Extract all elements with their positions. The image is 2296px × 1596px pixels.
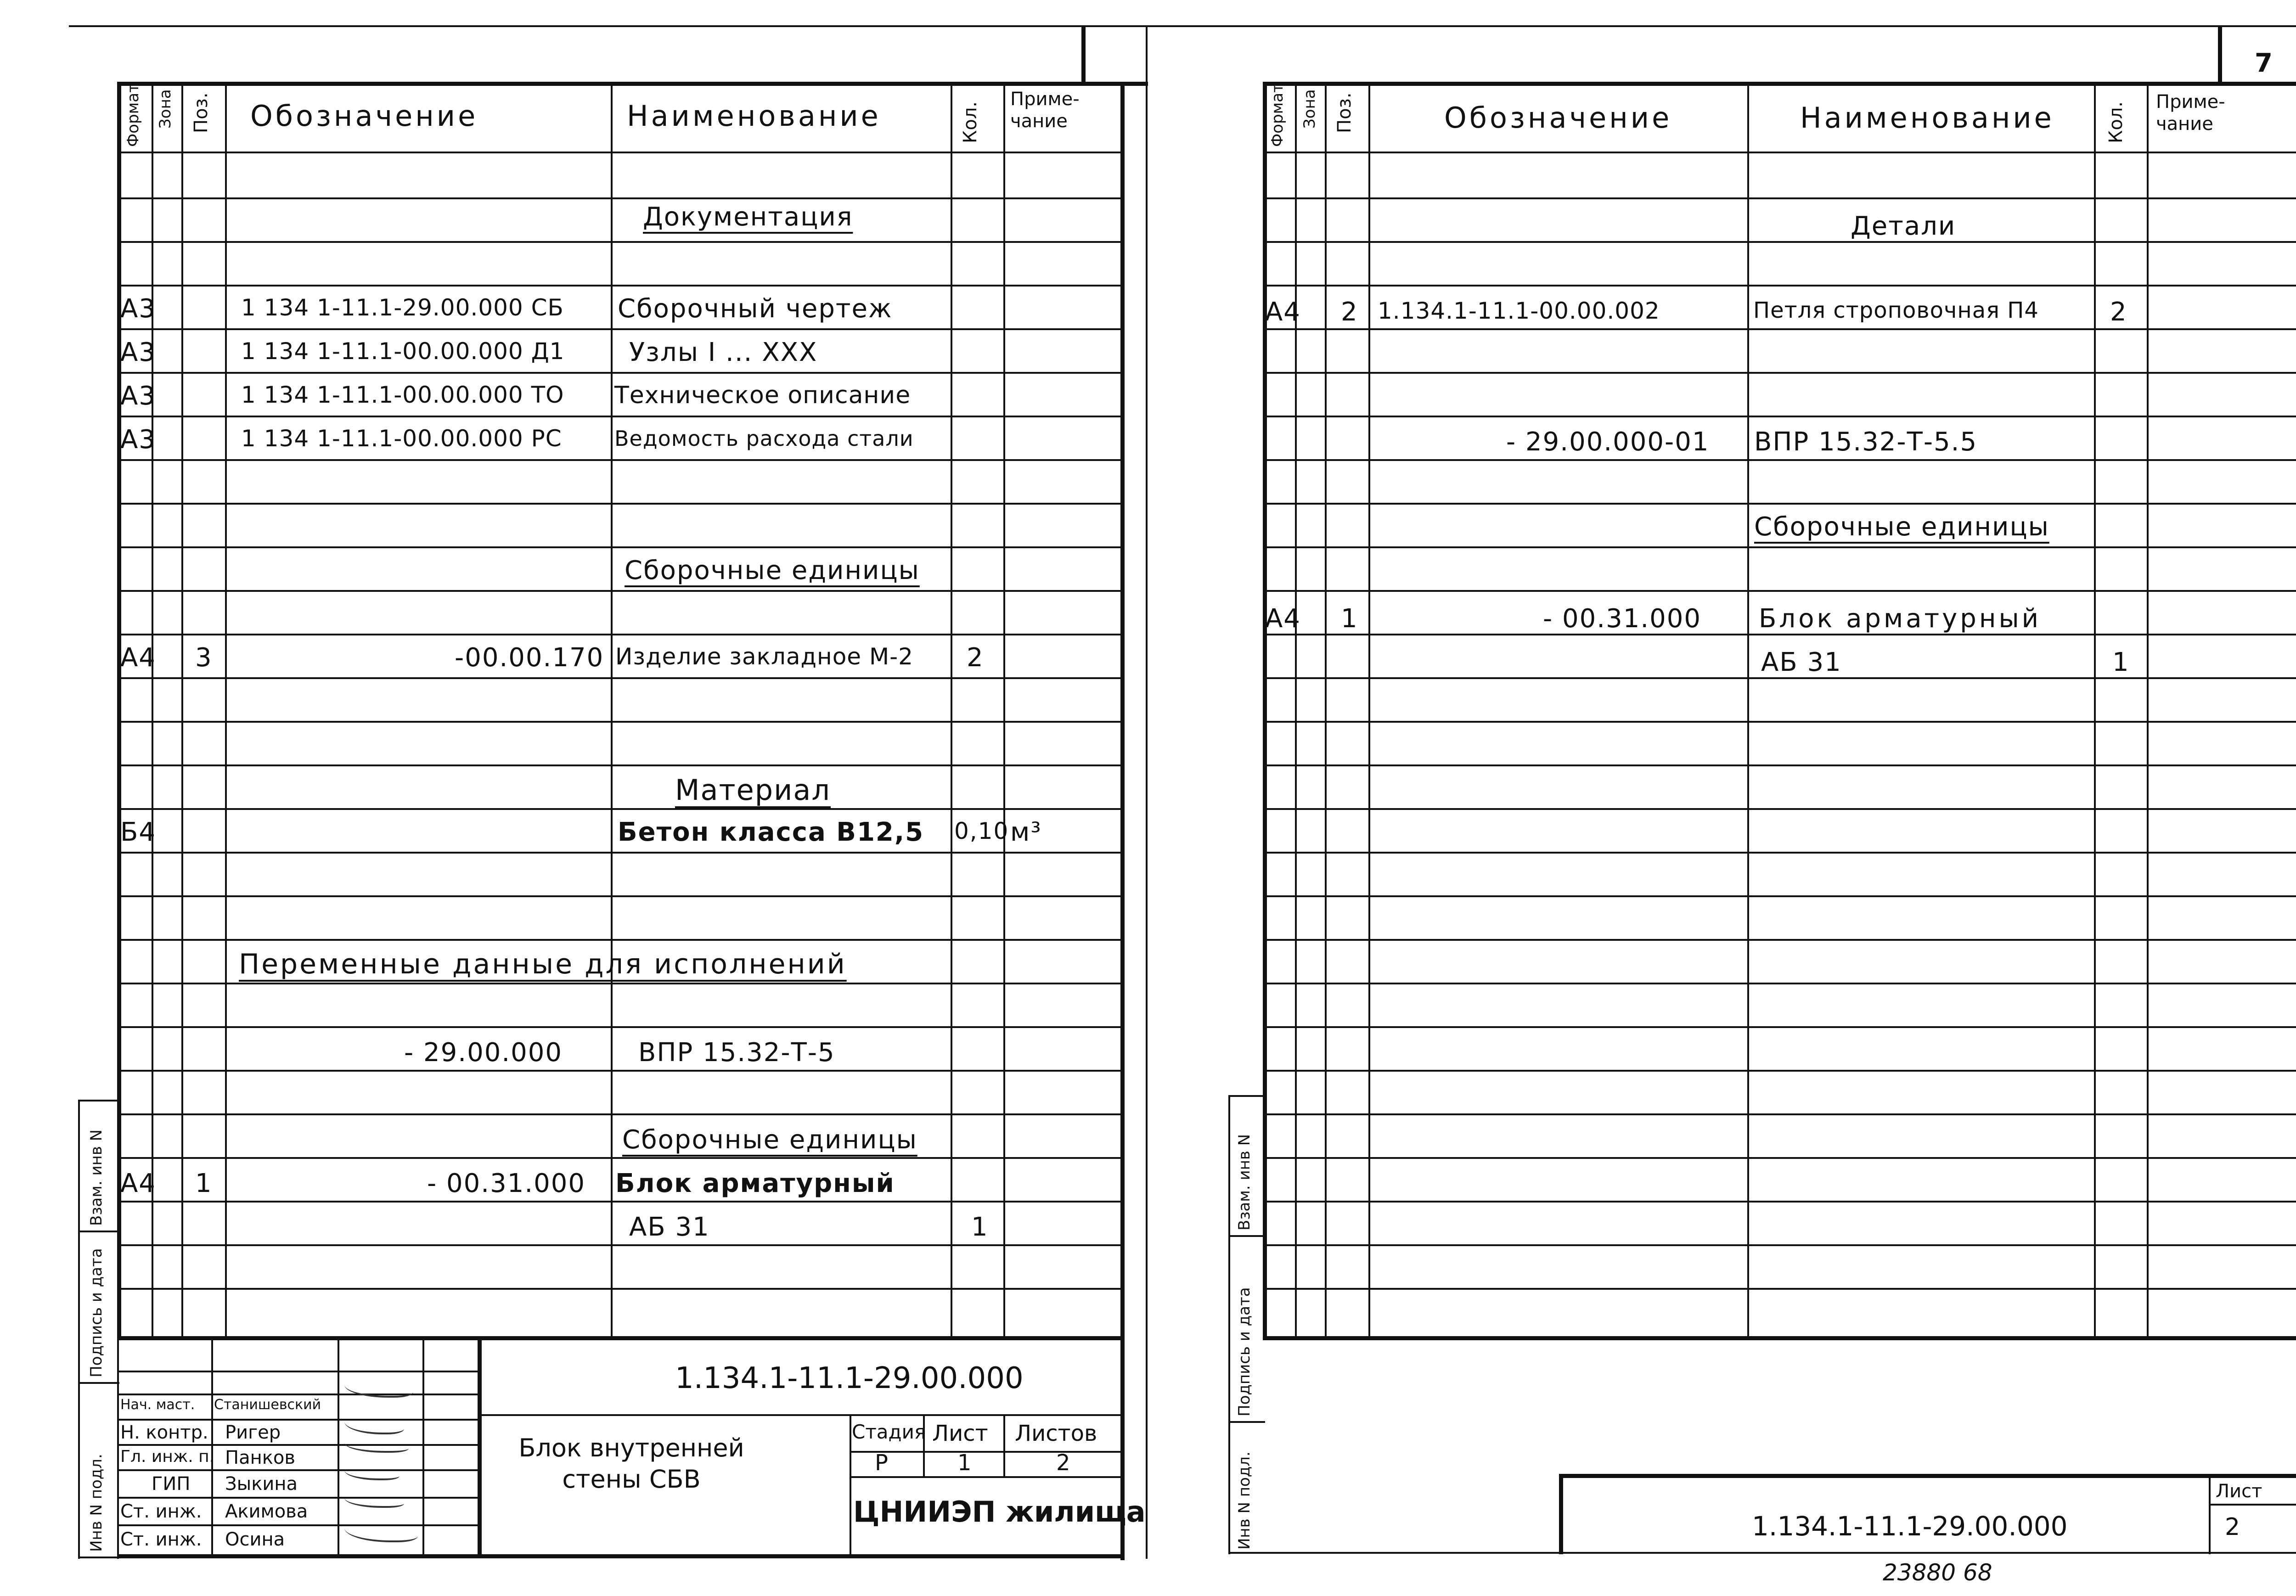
col-designation [225, 82, 227, 1340]
row-format: А3 [120, 381, 156, 411]
section-details: Детали [1851, 211, 1956, 241]
header-bottom [1263, 152, 2296, 153]
row-format: А3 [120, 294, 156, 324]
side-strip-right [117, 1100, 119, 1559]
header-format: Формат [1268, 84, 1287, 147]
section-documentation: Документация [643, 202, 853, 232]
organization: ЦНИИЭП жилища [853, 1495, 1146, 1529]
person: Панков [225, 1447, 295, 1468]
sheet-value: 1 [957, 1450, 972, 1476]
row-note: м³ [1010, 817, 1042, 847]
row-format: А4 [1265, 297, 1301, 327]
header-designation: Обозначение [250, 99, 478, 133]
person: Зыкина [225, 1473, 298, 1495]
row-name: Ведомость расхода стали [614, 426, 914, 451]
side-strip-left [1228, 1095, 1230, 1554]
row-pos: 1 [195, 1169, 213, 1198]
sheets-label: Листов [1015, 1421, 1097, 1446]
header-name: Наименование [1800, 101, 2054, 135]
col-zone [152, 82, 153, 1340]
header-designation: Обозначение [1444, 101, 1672, 135]
title-block-top [117, 1336, 1123, 1340]
header-pos: Поз. [1334, 92, 1355, 133]
row-name: АБ 31 [629, 1212, 710, 1242]
person: Акимова [225, 1501, 308, 1522]
section-assembly-units-2: Сборочные единицы [622, 1125, 917, 1155]
side-strip-left [78, 1100, 80, 1559]
row-qty: 2 [967, 643, 984, 673]
role: Н. контр. [120, 1422, 208, 1443]
row-qty: 0,10 [954, 818, 1009, 844]
row-format: А3 [120, 337, 156, 367]
sheets-value: 2 [1056, 1450, 1070, 1476]
row-designation: 1 134 1-11.1-00.00.000 ТО [241, 382, 564, 408]
row-format: А4 [120, 643, 156, 673]
signature-mark [344, 1520, 418, 1542]
header-zone: Зона [1300, 89, 1319, 129]
table-top-border [117, 82, 1148, 86]
row-name: ВПР 15.32-Т-5.5 [1754, 427, 1978, 457]
stage-value: Р [875, 1450, 888, 1476]
person: Станишевский [214, 1397, 321, 1413]
role: Гл. инж. п. [120, 1447, 215, 1466]
side-label-signature-date: Подпись и дата [1235, 1287, 1254, 1416]
row-name: ВПР 15.32-Т-5 [638, 1038, 835, 1068]
header-bottom [117, 152, 1123, 153]
side-label-vzam-inv: Взам. инв N [87, 1129, 106, 1226]
col-pos [1325, 82, 1327, 1340]
row-designation: - 00.31.000 [1543, 604, 1702, 634]
side-label-signature-date: Подпись и дата [87, 1248, 106, 1377]
row-designation: 1 134 1-11.1-00.00.000 РС [241, 425, 562, 452]
corner-tick [2218, 25, 2222, 83]
right-sheet [1148, 0, 2296, 1596]
row-designation: 1 134 1-11.1-29.00.000 СБ [241, 294, 564, 321]
row-designation: 1 134 1-11.1-00.00.000 Д1 [241, 338, 565, 365]
row-qty: 1 [971, 1212, 989, 1242]
bottom-border [1228, 1552, 2296, 1554]
row-pos: 2 [1341, 297, 1358, 327]
row-qty: 1 [2112, 647, 2130, 677]
sheet-label: Лист [932, 1421, 988, 1446]
row-name: Петля строповочная П4 [1753, 298, 2039, 323]
col-format-left [1263, 82, 1267, 1340]
col-qty [951, 82, 952, 1340]
person: Осина [225, 1529, 285, 1550]
col-name [611, 82, 613, 1340]
section-material: Материал [675, 773, 831, 807]
header-zone: Зона [156, 89, 174, 129]
signature-mark [344, 1465, 400, 1480]
sheet-divider [1146, 25, 1148, 1559]
stamp-number: 23880 68 [1883, 1559, 1992, 1586]
top-edge [69, 25, 1148, 27]
side-label-inv-podl: Инв N подл. [87, 1454, 106, 1552]
row-designation: - 29.00.000-01 [1506, 427, 1710, 457]
person: Ригер [225, 1422, 281, 1443]
col-note [1003, 82, 1005, 1340]
col-pos [181, 82, 183, 1340]
section-assembly-units: Сборочные единицы [625, 556, 920, 585]
row-qty: 2 [2110, 297, 2127, 327]
role: ГИП [152, 1473, 191, 1495]
row-name: Блок арматурный [1759, 604, 2042, 634]
row-name: Сборочный чертеж [618, 294, 893, 324]
header-note: Приме- чание [1010, 89, 1080, 132]
header-format: Формат [124, 84, 142, 147]
side-label-inv-podl: Инв N подл. [1235, 1451, 1254, 1550]
row-format: Б4 [120, 817, 157, 847]
stage-label: Стадия [852, 1421, 926, 1443]
col-designation [1368, 82, 1370, 1340]
row-pos: 3 [195, 643, 213, 673]
title-name: Блок внутренней стены СБВ [518, 1433, 744, 1494]
row-designation: - 00.31.000 [427, 1169, 586, 1198]
section-assembly-units: Сборочные единицы [1754, 512, 2049, 542]
section-variable-data: Переменные данные для исполнений [239, 948, 847, 980]
col-note [2147, 82, 2149, 1340]
row-format: А4 [1265, 604, 1301, 634]
footer-left [1559, 1474, 1563, 1554]
footer-top [1559, 1474, 2296, 1478]
header-note: Приме- чание [2156, 91, 2225, 135]
row-name: Техническое описание [614, 382, 911, 409]
col-qty [2094, 82, 2096, 1340]
corner-tick [1081, 25, 1086, 83]
role: Ст. инж. [120, 1501, 202, 1522]
row-name: АБ 31 [1761, 647, 1842, 677]
signature-mark [344, 1492, 404, 1508]
footer-sheet-value: 2 [2225, 1513, 2240, 1541]
signature-mark [344, 1437, 409, 1453]
footer-code: 1.134.1-11.1-29.00.000 [1752, 1511, 2068, 1542]
role: Ст. инж. [120, 1529, 202, 1550]
title-block-divider [478, 1336, 482, 1557]
row-designation: - 29.00.000 [404, 1038, 563, 1068]
footer-sheet-label: Лист [2216, 1481, 2262, 1502]
row-designation: -00.00.170 [455, 643, 604, 673]
signature-mark [344, 1414, 404, 1434]
title-code: 1.134.1-11.1-29.00.000 [675, 1361, 1024, 1395]
table-bottom [1263, 1336, 2296, 1340]
row-designation: 1.134.1-11.1-00.00.002 [1378, 298, 1660, 324]
row-format: А3 [120, 425, 156, 455]
table-top-border [1263, 82, 2296, 86]
row-name: Блок арматурный [615, 1169, 895, 1198]
header-qty: Кол. [960, 101, 981, 143]
row-name: Узлы I ... XXX [629, 337, 818, 367]
row-name: Бетон класса В12,5 [618, 817, 924, 847]
col-zone [1295, 82, 1297, 1340]
header-pos: Поз. [191, 92, 212, 133]
corner-number: 7 [2255, 48, 2273, 78]
row-pos: 1 [1341, 604, 1358, 634]
row-name: Изделие закладное М-2 [615, 643, 913, 670]
row-format: А4 [120, 1169, 156, 1198]
top-edge [1148, 25, 2296, 27]
col-name [1747, 82, 1749, 1340]
header-name: Наименование [627, 99, 881, 133]
side-label-vzam-inv: Взам. инв N [1235, 1134, 1254, 1231]
role: Нач. маст. [120, 1397, 195, 1413]
header-qty: Кол. [2105, 101, 2127, 143]
title-block-bottom [117, 1554, 1123, 1558]
